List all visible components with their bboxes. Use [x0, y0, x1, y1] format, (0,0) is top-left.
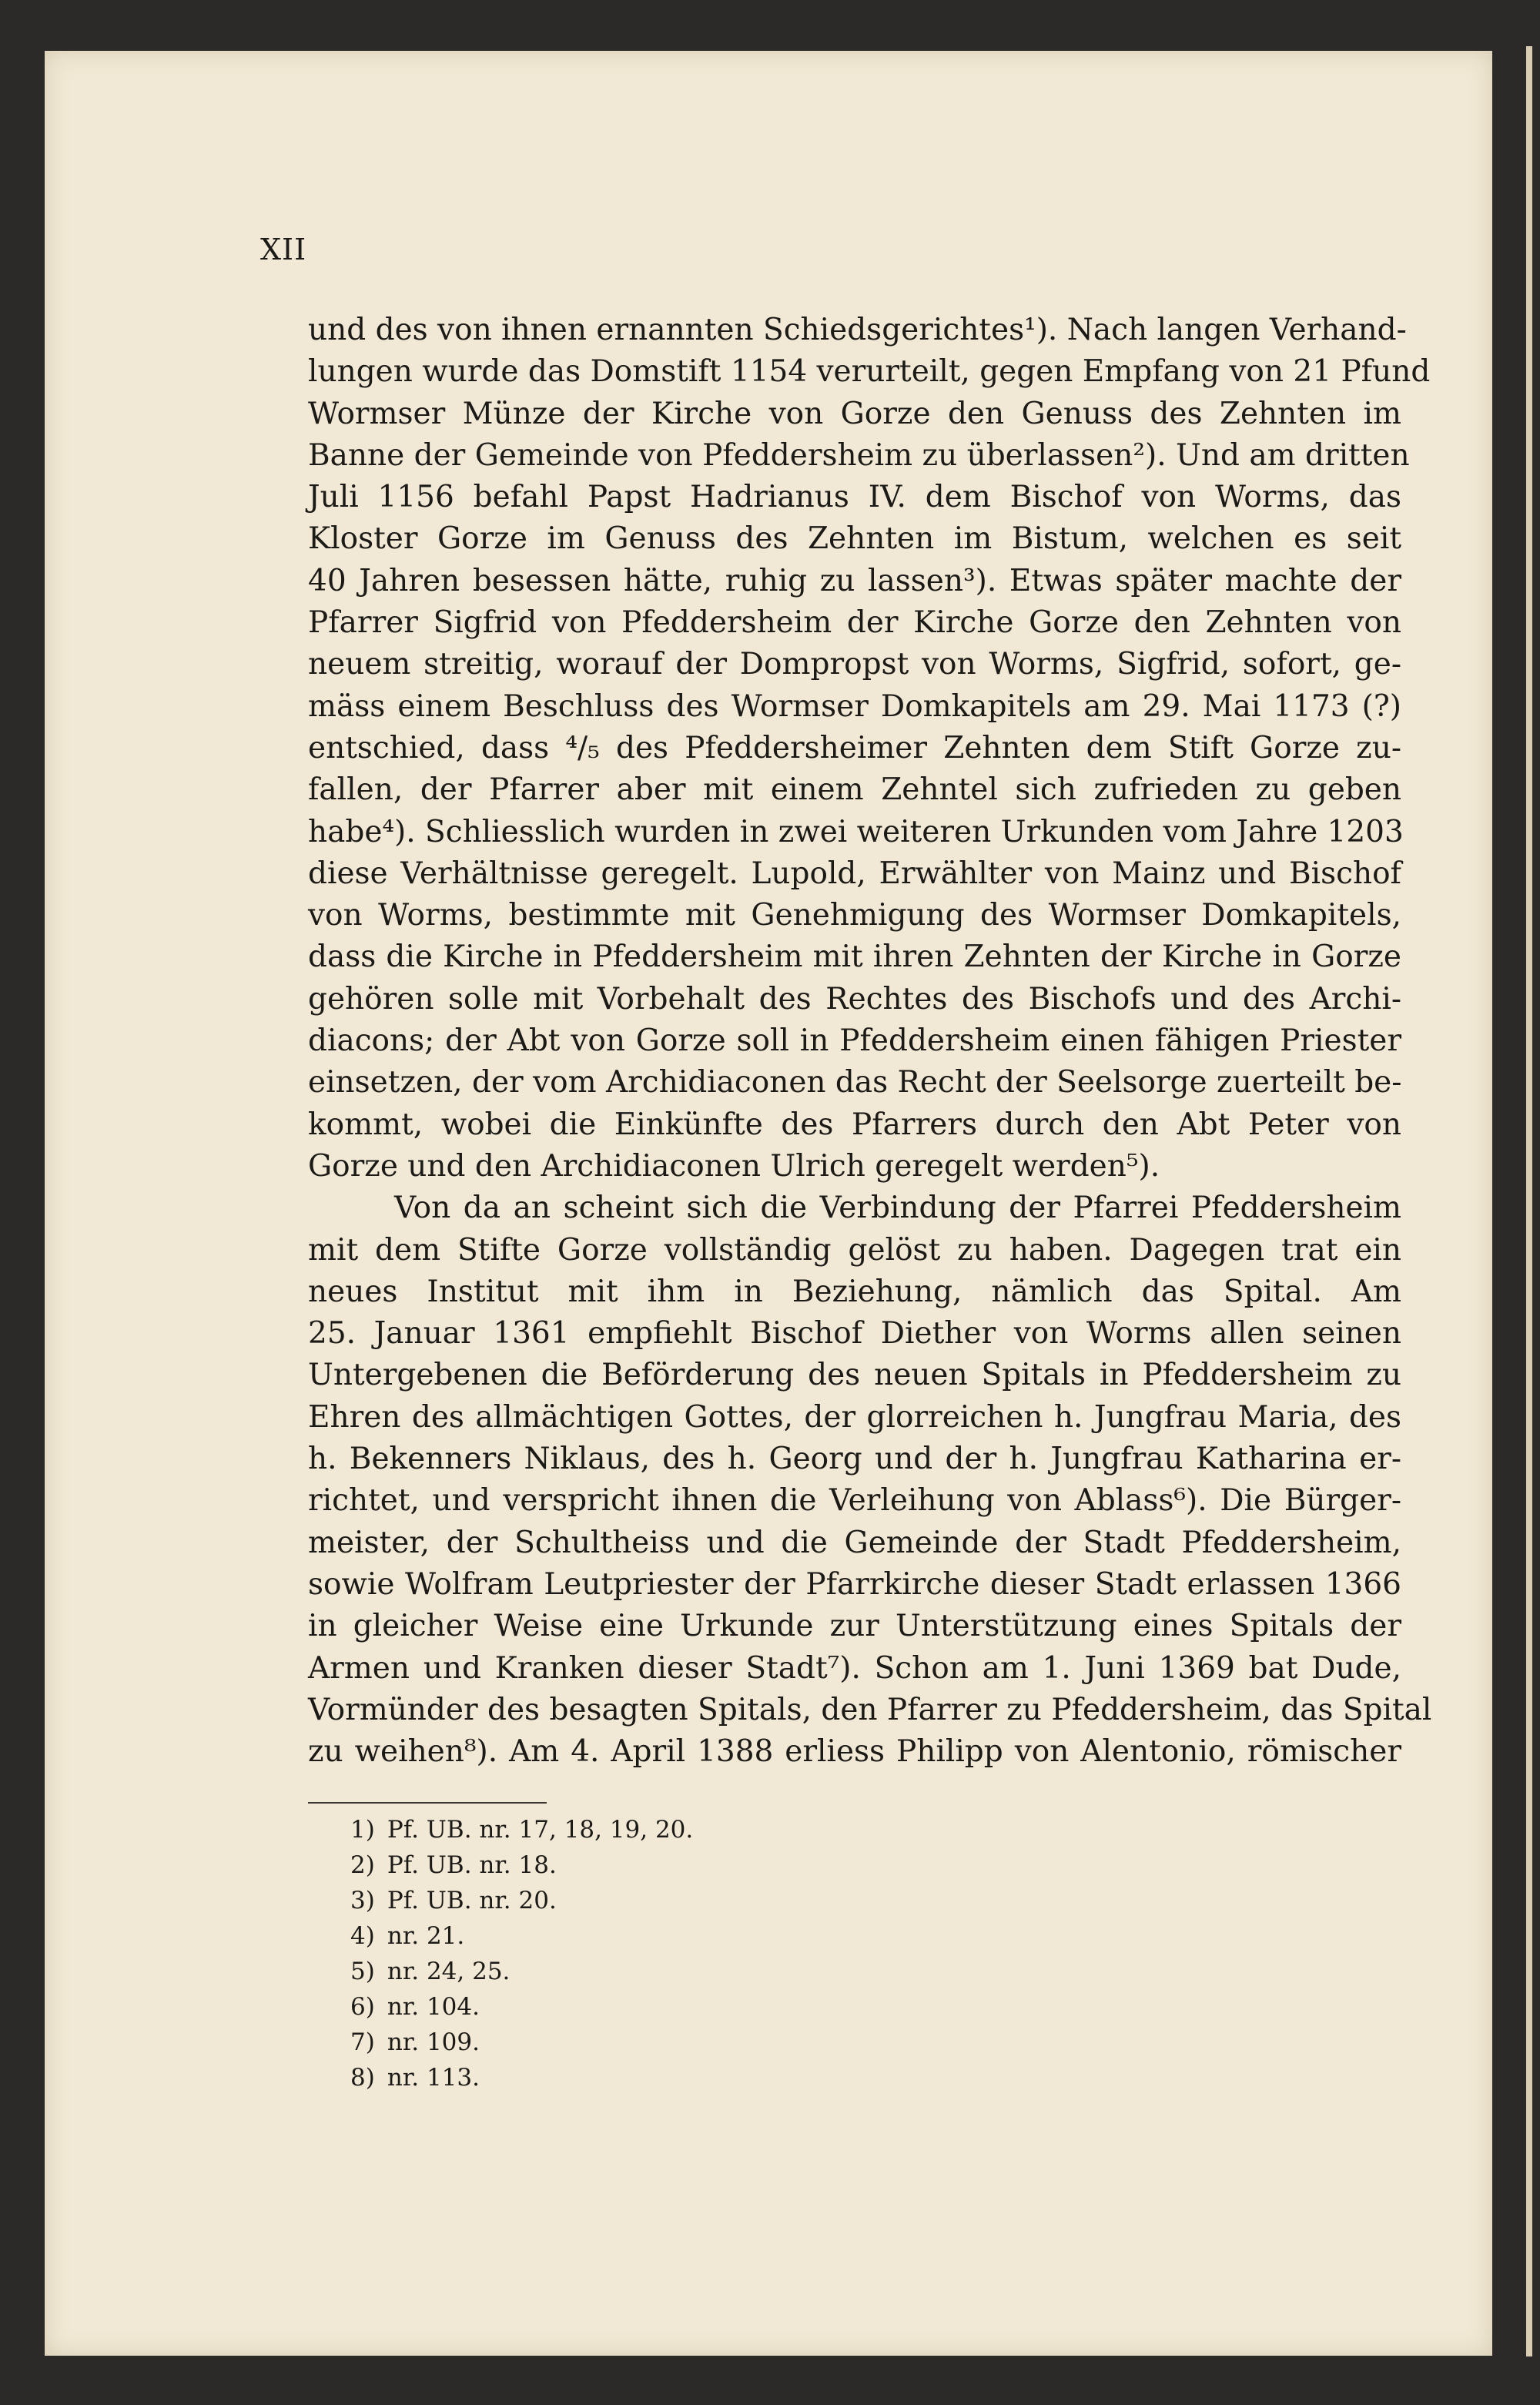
- footnote: [350, 1989, 693, 2025]
- page-number: XII: [260, 233, 307, 266]
- footnote-mark: 7): [350, 2028, 375, 2056]
- text-line: Ehren des allmächtigen Gottes, der glorreichen h. Jungfrau Maria, des: [308, 1399, 1401, 1435]
- text-line: habe⁴). Schliesslich wurden in zwei weiteren Urkunden vom Jahre 1203: [308, 814, 1404, 849]
- text-line: richtet, und verspricht ihnen die Verleihung von Ablass⁶). Die Bürger-: [308, 1483, 1401, 1519]
- footnote-text: nr. 113.: [387, 2064, 480, 2092]
- footnotes: [350, 1812, 693, 2095]
- text-line: Pfarrer Sigfrid von Pfeddersheim der Kirche Gorze den Zehnten von: [308, 605, 1401, 641]
- text-line: von Worms, bestimmte mit Genehmigung des Wormser Domkapitels,: [308, 898, 1401, 933]
- footnote-mark: 5): [350, 1958, 375, 1985]
- footnote-text: nr. 109.: [387, 2028, 480, 2056]
- footnote: [350, 1883, 693, 1918]
- text-line: und des von ihnen ernannten Schiedsgerichtes¹). Nach langen Verhand-: [308, 313, 1407, 347]
- footnote: [350, 1954, 693, 1989]
- footnote-mark: 2): [350, 1851, 375, 1879]
- text-line: neues Institut mit ihm in Beziehung, nämlich das Spital. Am: [308, 1274, 1401, 1309]
- text-line: in gleicher Weise eine Urkunde zur Unterstützung eines Spitals der: [308, 1609, 1401, 1644]
- footnote-mark: 1): [350, 1816, 375, 1844]
- text-line: mit dem Stifte Gorze vollständig gelöst zu haben. Dagegen trat ein: [308, 1232, 1401, 1268]
- text-line: dass die Kirche in Pfeddersheim mit ihren Zehnten der Kirche in Gorze: [308, 940, 1401, 975]
- text-line: Von da an scheint sich die Verbindung der Pfarrei Pfeddersheim: [394, 1191, 1401, 1226]
- footnote: [350, 2060, 693, 2095]
- text-line: Kloster Gorze im Genuss des Zehnten im Bistum, welchen es seit: [308, 521, 1401, 557]
- text-line: einsetzen, der vom Archidiaconen das Recht der Seelsorge zuerteilt be-: [308, 1065, 1402, 1100]
- text-line: entschied, dass ⁴/₅ des Pfeddersheimer Zehnten dem Stift Gorze zu-: [308, 730, 1401, 765]
- footnote: [350, 1812, 693, 1847]
- text-line: Wormser Münze der Kirche von Gorze den Genuss des Zehnten im: [308, 396, 1401, 431]
- body-text: [308, 310, 1432, 1773]
- text-line: Gorze und den Archidiaconen Ulrich geregelt werden⁵).: [308, 1148, 1160, 1184]
- text-line: Banne der Gemeinde von Pfeddersheim zu überlassen²). Und am dritten: [308, 437, 1410, 473]
- text-line: Juli 1156 befahl Papst Hadrianus IV. dem Bischof von Worms, das: [308, 480, 1401, 515]
- text-line: Armen und Kranken dieser Stadt⁷). Schon am 1. Juni 1369 bat Dude,: [308, 1650, 1401, 1686]
- footnote-text: nr. 21.: [387, 1922, 465, 1950]
- text-line: mäss einem Beschluss des Wormser Domkapitels am 29. Mai 1173 (?): [308, 688, 1401, 724]
- footnote: [350, 1847, 693, 1883]
- text-line: 25. Januar 1361 empfiehlt Bischof Diether von Worms allen seinen: [308, 1316, 1401, 1352]
- text-line: Untergebenen die Beförderung des neuen Spitals in Pfeddersheim zu: [308, 1358, 1401, 1393]
- footnote-mark: 6): [350, 1993, 375, 2021]
- text-line: gehören solle mit Vorbehalt des Rechtes des Bischofs und des Archi-: [308, 981, 1401, 1017]
- footnote-divider: [308, 1802, 547, 1804]
- page-edge: [1526, 46, 1532, 2356]
- text-line: sowie Wolfram Leutpriester der Pfarrkirche dieser Stadt erlassen 1366: [308, 1566, 1401, 1602]
- text-line: 40 Jahren besessen hätte, ruhig zu lassen³). Etwas später machte der: [308, 563, 1401, 598]
- footnote-text: nr. 24, 25.: [387, 1958, 511, 1985]
- text-line: lungen wurde das Domstift 1154 verurteilt, gegen Empfang von 21 Pfund: [308, 354, 1431, 390]
- footnote-text: nr. 104.: [387, 1993, 480, 2021]
- text-line: neuem streitig, worauf der Dompropst von Worms, Sigfrid, sofort, ge-: [308, 647, 1401, 682]
- text-line: fallen, der Pfarrer aber mit einem Zehntel sich zufrieden zu geben: [308, 772, 1401, 808]
- text-line: diacons; der Abt von Gorze soll in Pfeddersheim einen fähigen Priester: [308, 1023, 1401, 1059]
- footnote-text: Pf. UB. nr. 20.: [387, 1887, 557, 1914]
- footnote-text: Pf. UB. nr. 18.: [387, 1851, 557, 1879]
- text-line: meister, der Schultheiss und die Gemeinde der Stadt Pfeddersheim,: [308, 1525, 1401, 1560]
- text-line: kommt, wobei die Einkünfte des Pfarrers durch den Abt Peter von: [308, 1107, 1401, 1142]
- footnote-mark: 4): [350, 1922, 375, 1950]
- footnote: [350, 1918, 693, 1954]
- footnote-mark: 3): [350, 1887, 375, 1914]
- text-line: zu weihen⁸). Am 4. April 1388 erliess Philipp von Alentonio, römischer: [308, 1734, 1401, 1770]
- footnote: [350, 2025, 693, 2060]
- text-line: Vormünder des besagten Spitals, den Pfarrer zu Pfeddersheim, das Spital: [308, 1692, 1432, 1727]
- text-line: diese Verhältnisse geregelt. Lupold, Erwählter von Mainz und Bischof: [308, 856, 1401, 891]
- text-line: h. Bekenners Niklaus, des h. Georg und der h. Jungfrau Katharina er-: [308, 1442, 1401, 1477]
- footnote-text: Pf. UB. nr. 17, 18, 19, 20.: [387, 1816, 694, 1844]
- footnote-mark: 8): [350, 2064, 375, 2092]
